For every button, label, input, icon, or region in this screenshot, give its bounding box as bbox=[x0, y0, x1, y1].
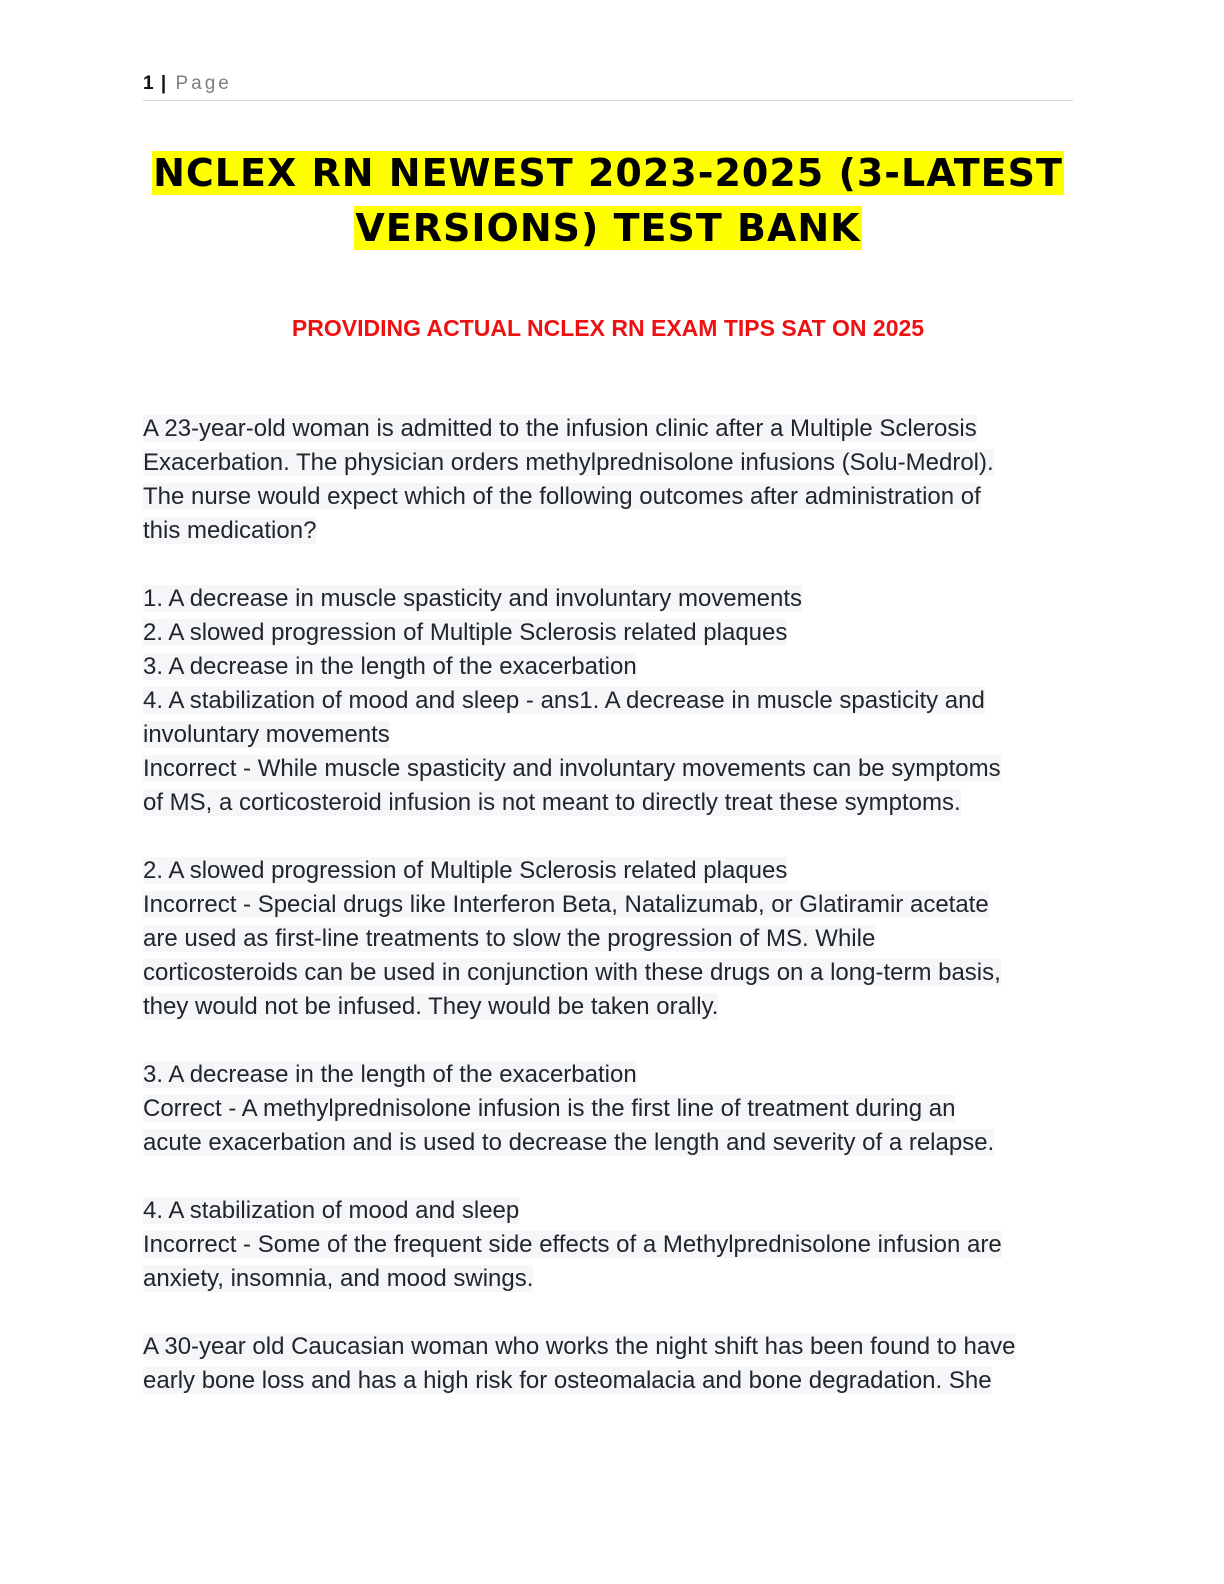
text-line: Incorrect - Special drugs like Interferon Beta, Natalizumab, or Glatiramir acetate bbox=[143, 891, 989, 918]
question-1 bbox=[143, 412, 1078, 548]
answer-options bbox=[143, 582, 1078, 820]
text-line: this medication? bbox=[143, 517, 317, 544]
page-separator: | bbox=[160, 73, 167, 94]
title-line-2: VERSIONS) TEST BANK bbox=[355, 206, 861, 250]
text-line: Exacerbation. The physician orders methylprednisolone infusions (Solu-Medrol). bbox=[143, 449, 994, 476]
text-line: early bone loss and has a high risk for osteomalacia and bone degradation. She bbox=[143, 1367, 992, 1394]
text-line: A 30-year old Caucasian woman who works the night shift has been found to have bbox=[143, 1333, 1016, 1360]
option-line: involuntary movements bbox=[143, 721, 390, 748]
text-line: 4. A stabilization of mood and sleep bbox=[143, 1197, 520, 1224]
text-line: 2. A slowed progression of Multiple Sclerosis related plaques bbox=[143, 857, 788, 884]
text-line: The nurse would expect which of the following outcomes after administration of bbox=[143, 483, 981, 510]
option-line: 2. A slowed progression of Multiple Sclerosis related plaques bbox=[143, 619, 788, 646]
text-line: A 23-year-old woman is admitted to the infusion clinic after a Multiple Sclerosis bbox=[143, 415, 977, 442]
text-line: anxiety, insomnia, and mood swings. bbox=[143, 1265, 534, 1292]
document-subtitle: PROVIDING ACTUAL NCLEX RN EXAM TIPS SAT ON 2025 bbox=[291, 315, 925, 341]
rationale-4 bbox=[143, 1194, 1078, 1296]
page-number: 1 bbox=[143, 73, 154, 94]
option-line: 4. A stabilization of mood and sleep - ans1. A decrease in muscle spasticity and bbox=[143, 687, 985, 714]
text-line: are used as first-line treatments to slow the progression of MS. While bbox=[143, 925, 876, 952]
text-line: corticosteroids can be used in conjunction with these drugs on a long-term basis, bbox=[143, 959, 1001, 986]
rationale-line: of MS, a corticosteroid infusion is not meant to directly treat these symptoms. bbox=[143, 789, 961, 816]
text-line: Incorrect - Some of the frequent side effects of a Methylprednisolone infusion are bbox=[143, 1231, 1002, 1258]
text-line: they would not be infused. They would be taken orally. bbox=[143, 993, 719, 1020]
text-line: acute exacerbation and is used to decrease the length and severity of a relapse. bbox=[143, 1129, 995, 1156]
page-header bbox=[143, 72, 1073, 101]
text-line: Correct - A methylprednisolone infusion is the first line of treatment during an bbox=[143, 1095, 956, 1122]
rationale-line: Incorrect - While muscle spasticity and involuntary movements can be symptoms bbox=[143, 755, 1001, 782]
title-line-1: NCLEX RN NEWEST 2023-2025 (3-LATEST bbox=[153, 151, 1063, 195]
option-line: 1. A decrease in muscle spasticity and involuntary movements bbox=[143, 585, 802, 612]
question-2 bbox=[143, 1330, 1078, 1398]
rationale-3 bbox=[143, 1058, 1078, 1160]
document-body bbox=[143, 412, 1078, 1398]
text-line: 3. A decrease in the length of the exacerbation bbox=[143, 1061, 637, 1088]
rationale-2 bbox=[143, 854, 1078, 1024]
option-line: 3. A decrease in the length of the exacerbation bbox=[143, 653, 637, 680]
page-label: Page bbox=[175, 73, 232, 94]
document-title bbox=[143, 146, 1073, 256]
